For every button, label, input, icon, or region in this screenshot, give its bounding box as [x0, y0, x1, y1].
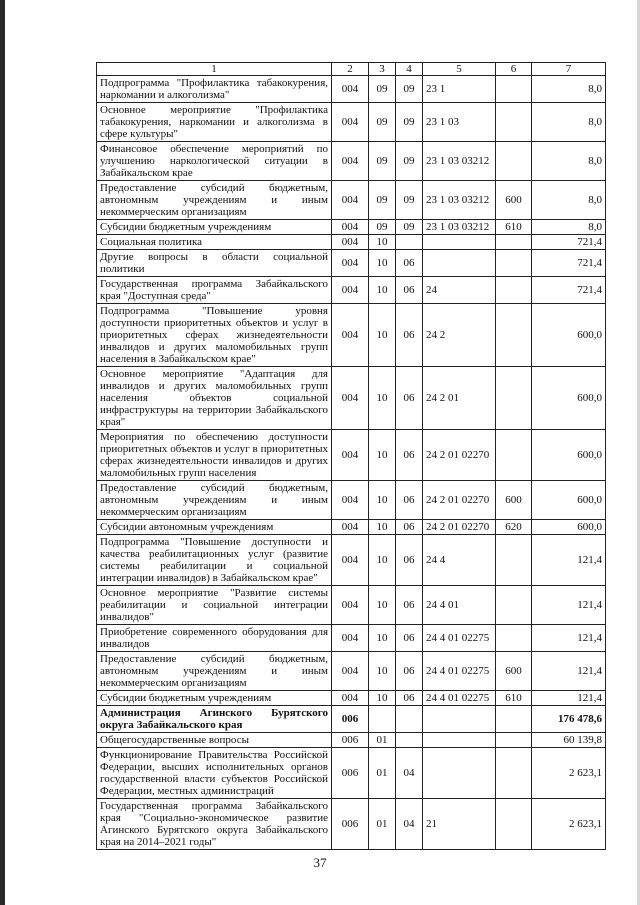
- row-name: Финансовое обеспечение мероприятий по улучшению наркологической ситуации в Забайкальском крае: [97, 142, 332, 181]
- row-rz: 10: [369, 652, 396, 691]
- row-sum: 8,0: [532, 142, 606, 181]
- row-rz: 10: [369, 235, 396, 250]
- row-grbs: 004: [332, 220, 369, 235]
- row-vr: [496, 706, 532, 733]
- table-row: [97, 181, 606, 220]
- row-name: Основное мероприятие "Адаптация для инвалидов и других маломобильных групп населения объектов социальной инфраструктуры на территории Забайкальского края": [97, 367, 332, 430]
- row-vr: [496, 799, 532, 850]
- row-csr: [423, 250, 496, 277]
- row-csr: 23 1 03: [423, 103, 496, 142]
- row-csr: 24 4 01 02275: [423, 652, 496, 691]
- table-row: [97, 304, 606, 367]
- row-vr: [496, 277, 532, 304]
- row-pr: 06: [396, 277, 423, 304]
- row-sum: 600,0: [532, 430, 606, 481]
- row-pr: 04: [396, 799, 423, 850]
- table-row: [97, 142, 606, 181]
- page-number: 37: [313, 855, 327, 870]
- row-name: Субсидии бюджетным учреждениям: [97, 220, 332, 235]
- row-grbs: 004: [332, 625, 369, 652]
- row-grbs: 004: [332, 277, 369, 304]
- row-pr: 06: [396, 535, 423, 586]
- table-row: [97, 799, 606, 850]
- table-row: [97, 481, 606, 520]
- row-grbs: 006: [332, 748, 369, 799]
- row-pr: 09: [396, 76, 423, 103]
- row-rz: 10: [369, 481, 396, 520]
- row-sum: 8,0: [532, 103, 606, 142]
- row-rz: 10: [369, 535, 396, 586]
- row-csr: 23 1: [423, 76, 496, 103]
- row-name: Государственная программа Забайкальского края "Доступная среда": [97, 277, 332, 304]
- table-row: [97, 235, 606, 250]
- row-vr: 610: [496, 691, 532, 706]
- row-grbs: 006: [332, 733, 369, 748]
- row-name: Подпрограмма "Профилактика табакокурения, наркомании и алкоголизма": [97, 76, 332, 103]
- row-vr: [496, 103, 532, 142]
- row-sum: 721,4: [532, 250, 606, 277]
- header-col-6: 6: [496, 63, 532, 76]
- header-col-3: 3: [369, 63, 396, 76]
- row-vr: 600: [496, 181, 532, 220]
- row-vr: 620: [496, 520, 532, 535]
- row-grbs: 004: [332, 181, 369, 220]
- row-name: Общегосударственные вопросы: [97, 733, 332, 748]
- row-vr: [496, 625, 532, 652]
- row-sum: 600,0: [532, 520, 606, 535]
- row-vr: [496, 304, 532, 367]
- row-csr: 24 2: [423, 304, 496, 367]
- table-row: [97, 535, 606, 586]
- row-rz: 09: [369, 76, 396, 103]
- row-name: Социальная политика: [97, 235, 332, 250]
- row-vr: 600: [496, 481, 532, 520]
- row-name: Предоставление субсидий бюджетным, автономным учреждениям и иным некоммерческим организациям: [97, 181, 332, 220]
- row-vr: [496, 733, 532, 748]
- row-grbs: 004: [332, 535, 369, 586]
- row-csr: [423, 733, 496, 748]
- row-pr: 04: [396, 748, 423, 799]
- row-csr: 23 1 03 03212: [423, 142, 496, 181]
- table-row: [97, 76, 606, 103]
- row-grbs: 004: [332, 430, 369, 481]
- row-csr: 24 2 01 02270: [423, 430, 496, 481]
- row-grbs: 004: [332, 76, 369, 103]
- header-col-7: 7: [532, 63, 606, 76]
- row-vr: [496, 76, 532, 103]
- row-grbs: 004: [332, 235, 369, 250]
- row-csr: 24 4: [423, 535, 496, 586]
- row-csr: 24 2 01 02270: [423, 520, 496, 535]
- row-rz: 09: [369, 220, 396, 235]
- row-rz: 10: [369, 250, 396, 277]
- row-name: Подпрограмма "Повышение уровня доступности приоритетных объектов и услуг в приоритетных сферах жизнедеятельности инвалидов и других маломобильных групп населения в Забайкальском крае": [97, 304, 332, 367]
- budget-table: [96, 62, 606, 850]
- header-col-1: 1: [97, 63, 332, 76]
- row-vr: [496, 235, 532, 250]
- row-rz: 09: [369, 103, 396, 142]
- row-csr: [423, 706, 496, 733]
- row-sum: 2 623,1: [532, 748, 606, 799]
- row-grbs: 004: [332, 367, 369, 430]
- header-col-2: 2: [332, 63, 369, 76]
- row-grbs: 004: [332, 652, 369, 691]
- row-pr: 06: [396, 652, 423, 691]
- row-sum: 2 623,1: [532, 799, 606, 850]
- row-vr: [496, 430, 532, 481]
- row-grbs: 004: [332, 481, 369, 520]
- table-row: [97, 277, 606, 304]
- row-vr: 610: [496, 220, 532, 235]
- table-row: [97, 367, 606, 430]
- row-vr: [496, 586, 532, 625]
- row-csr: 24 4 01: [423, 586, 496, 625]
- row-sum: 8,0: [532, 181, 606, 220]
- row-csr: 21: [423, 799, 496, 850]
- row-vr: 600: [496, 652, 532, 691]
- row-vr: [496, 367, 532, 430]
- row-csr: 24: [423, 277, 496, 304]
- row-pr: 09: [396, 103, 423, 142]
- row-sum: 121,4: [532, 691, 606, 706]
- row-csr: 24 4 01 02275: [423, 625, 496, 652]
- row-pr: 06: [396, 250, 423, 277]
- row-sum: 121,4: [532, 586, 606, 625]
- row-vr: [496, 142, 532, 181]
- row-csr: 24 2 01 02270: [423, 481, 496, 520]
- table-row: [97, 103, 606, 142]
- row-rz: 10: [369, 586, 396, 625]
- table-row: [97, 748, 606, 799]
- row-rz: 09: [369, 142, 396, 181]
- row-rz: [369, 706, 396, 733]
- row-sum: 8,0: [532, 220, 606, 235]
- row-pr: 06: [396, 520, 423, 535]
- row-grbs: 004: [332, 691, 369, 706]
- row-csr: 23 1 03 03212: [423, 181, 496, 220]
- row-pr: [396, 733, 423, 748]
- table-row: [97, 520, 606, 535]
- row-name: Подпрограмма "Повышение доступности и качества реабилитационных услуг (развитие системы реабилитации и социальной интеграции инвалидов) в Забайкальском крае": [97, 535, 332, 586]
- row-name: Приобретение современного оборудования для инвалидов: [97, 625, 332, 652]
- row-sum: 8,0: [532, 76, 606, 103]
- row-rz: 10: [369, 430, 396, 481]
- row-vr: [496, 250, 532, 277]
- row-rz: 10: [369, 367, 396, 430]
- row-name: Другие вопросы в области социальной политики: [97, 250, 332, 277]
- row-name: Администрация Агинского Бурятского округа Забайкальского края: [97, 706, 332, 733]
- row-sum: 721,4: [532, 235, 606, 250]
- row-pr: 06: [396, 625, 423, 652]
- row-name: Субсидии автономным учреждениям: [97, 520, 332, 535]
- row-name: Предоставление субсидий бюджетным, автономным учреждениям и иным некоммерческим организациям: [97, 652, 332, 691]
- row-grbs: 004: [332, 586, 369, 625]
- row-sum: 600,0: [532, 481, 606, 520]
- table-row: [97, 430, 606, 481]
- table-row: [97, 250, 606, 277]
- row-pr: 06: [396, 691, 423, 706]
- row-name: Государственная программа Забайкальского края "Социально-экономическое развитие Агинского Бурятского округа Забайкальского края на 2014–2021 годы": [97, 799, 332, 850]
- table-header-row: [97, 63, 606, 76]
- row-sum: 121,4: [532, 625, 606, 652]
- row-pr: 09: [396, 142, 423, 181]
- table-row: [97, 652, 606, 691]
- row-rz: 10: [369, 625, 396, 652]
- row-name: Основное мероприятие "Профилактика табакокурения, наркомании и алкоголизма в сфере культуры": [97, 103, 332, 142]
- row-sum: 60 139,8: [532, 733, 606, 748]
- row-grbs: 004: [332, 520, 369, 535]
- row-name: Мероприятия по обеспечению доступности приоритетных объектов и услуг в приоритетных сферах жизнедеятельности инвалидов и других маломобильных групп населения: [97, 430, 332, 481]
- row-grbs: 004: [332, 250, 369, 277]
- row-sum: 121,4: [532, 652, 606, 691]
- row-rz: 09: [369, 181, 396, 220]
- row-sum: 176 478,6: [532, 706, 606, 733]
- row-csr: 24 2 01: [423, 367, 496, 430]
- row-name: Основное мероприятие "Развитие системы реабилитации и социальной интеграции инвалидов": [97, 586, 332, 625]
- row-pr: 06: [396, 304, 423, 367]
- row-grbs: 004: [332, 304, 369, 367]
- table-row: [97, 691, 606, 706]
- row-csr: 23 1 03 03212: [423, 220, 496, 235]
- row-csr: [423, 235, 496, 250]
- row-pr: [396, 706, 423, 733]
- row-rz: 01: [369, 748, 396, 799]
- row-rz: 10: [369, 520, 396, 535]
- row-csr: 24 4 01 02275: [423, 691, 496, 706]
- table-row: [97, 220, 606, 235]
- row-vr: [496, 748, 532, 799]
- header-col-5: 5: [423, 63, 496, 76]
- row-name: Субсидии бюджетным учреждениям: [97, 691, 332, 706]
- row-rz: 10: [369, 277, 396, 304]
- row-rz: 01: [369, 733, 396, 748]
- scan-left-edge: [0, 0, 5, 905]
- row-pr: 06: [396, 367, 423, 430]
- row-rz: 10: [369, 304, 396, 367]
- row-sum: 600,0: [532, 304, 606, 367]
- table-row: [97, 706, 606, 733]
- row-vr: [496, 535, 532, 586]
- row-pr: [396, 235, 423, 250]
- row-sum: 721,4: [532, 277, 606, 304]
- row-grbs: 004: [332, 103, 369, 142]
- row-sum: 600,0: [532, 367, 606, 430]
- table-body: [97, 76, 606, 850]
- row-name: Предоставление субсидий бюджетным, автономным учреждениям и иным некоммерческим организациям: [97, 481, 332, 520]
- row-pr: 09: [396, 181, 423, 220]
- header-col-4: 4: [396, 63, 423, 76]
- table-row: [97, 733, 606, 748]
- row-pr: 06: [396, 586, 423, 625]
- row-csr: [423, 748, 496, 799]
- row-pr: 06: [396, 430, 423, 481]
- row-grbs: 006: [332, 799, 369, 850]
- row-grbs: 006: [332, 706, 369, 733]
- row-pr: 09: [396, 220, 423, 235]
- row-name: Функционирование Правительства Российской Федерации, высших исполнительных органов государственной власти субъектов Российской Федерации, местных администраций: [97, 748, 332, 799]
- table-row: [97, 625, 606, 652]
- row-rz: 01: [369, 799, 396, 850]
- row-rz: 10: [369, 691, 396, 706]
- row-grbs: 004: [332, 142, 369, 181]
- table-row: [97, 586, 606, 625]
- row-pr: 06: [396, 481, 423, 520]
- row-sum: 121,4: [532, 535, 606, 586]
